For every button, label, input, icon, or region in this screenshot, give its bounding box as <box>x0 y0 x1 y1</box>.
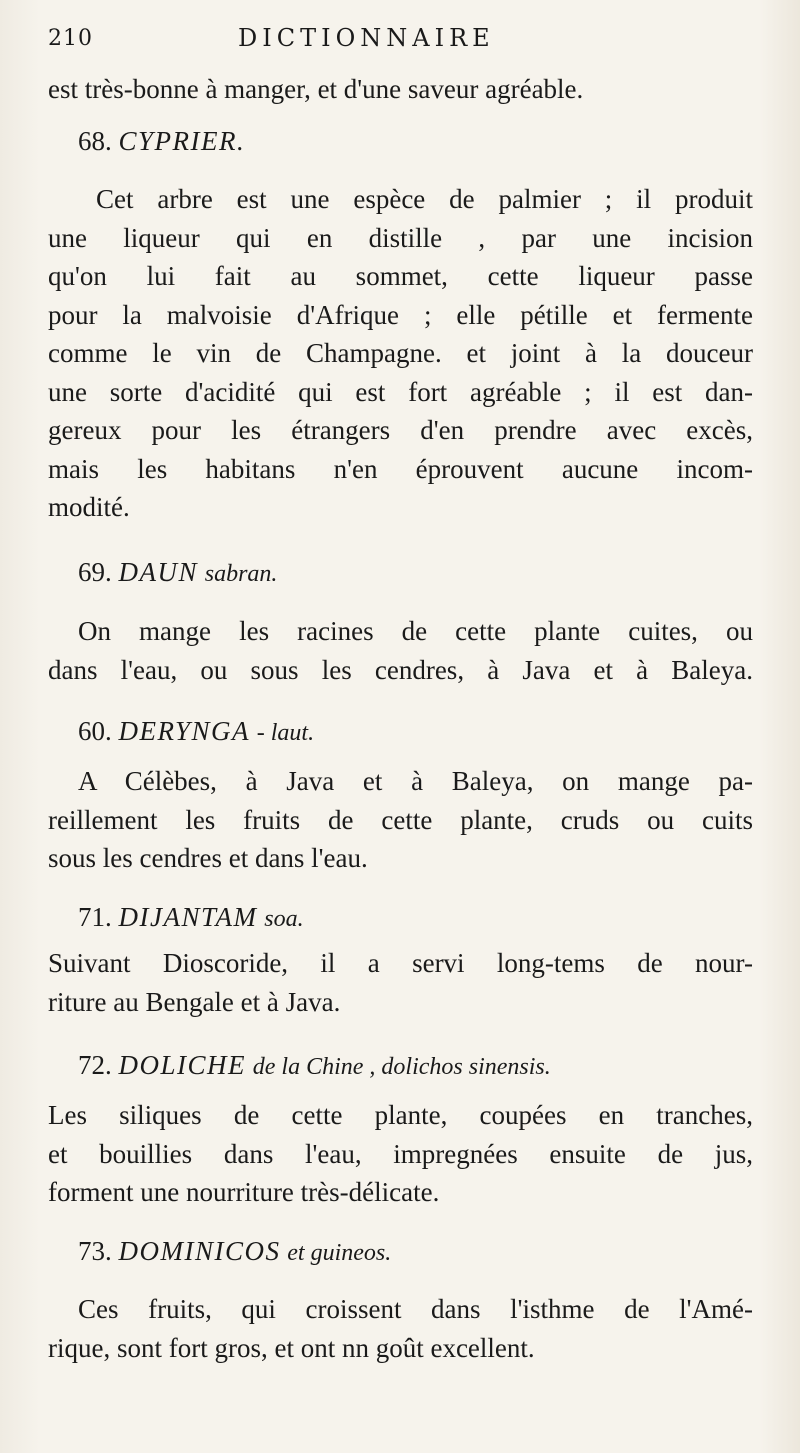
entry-number: 69. <box>78 557 112 587</box>
body-line: Ces fruits, qui croissent dans l'isthme de l'Amé- <box>78 1294 753 1324</box>
entry-body <box>48 180 753 527</box>
entry-number: 60. <box>78 716 112 746</box>
body-line: forment une nourriture très-délicate. <box>48 1177 440 1207</box>
body-line: dans l'eau, ou sous les cendres, à Java et à Baleya. <box>48 654 753 685</box>
running-header <box>48 22 758 58</box>
entry-subtitle: sabran. <box>204 561 278 587</box>
entry-body <box>48 762 753 878</box>
entry-heading <box>78 122 758 160</box>
carryover-line: est très-bonne à manger, et d'une saveur agréable. <box>48 74 584 104</box>
entry-number: 68. <box>78 126 112 156</box>
entry-number: 71. <box>78 902 112 932</box>
body-line: A Célèbes, à Java et à Baleya, on mange pa- <box>78 766 753 796</box>
entry-heading <box>78 1046 758 1086</box>
body-line: et bouillies dans l'eau, impregnées ensuite de jus, <box>48 1138 753 1169</box>
carryover-text <box>48 70 753 109</box>
body-line: gereux pour les étrangers d'en prendre avec excès, <box>48 415 753 445</box>
entry-heading <box>78 898 758 938</box>
entry-heading <box>78 553 758 593</box>
body-line: rique, sont fort gros, et ont nn goût excellent. <box>48 1332 535 1363</box>
entry-body <box>48 1290 753 1367</box>
body-line: pour la malvoisie d'Afrique ; elle pétille et fermente <box>48 299 753 330</box>
entry-heading <box>78 1232 758 1272</box>
body-line: Cet arbre est une espèce de palmier ; il produit <box>96 184 753 214</box>
entry-term: DOMINICOS <box>118 1236 281 1266</box>
body-line: comme le vin de Champagne. et joint à la douceur <box>48 338 753 368</box>
body-line: mais les habitans n'en éprouvent aucune incom- <box>48 453 753 484</box>
running-title: DICTIONNAIRE <box>238 24 495 52</box>
entry-subtitle: de la Chine , dolichos sinensis. <box>252 1054 551 1080</box>
body-line: On mange les racines de cette plante cuites, ou <box>78 616 753 646</box>
body-line: reillement les fruits de cette plante, cruds ou cuits <box>48 804 753 835</box>
body-line: Suivant Dioscoride, il a servi long-tems de nour- <box>48 948 753 978</box>
entry-subtitle: soa. <box>264 906 304 932</box>
entry-term: CYPRIER. <box>118 126 246 156</box>
entry-body <box>48 944 753 1021</box>
entry-heading <box>78 712 758 752</box>
entry-number: 73. <box>78 1236 112 1266</box>
entry-term: DOLICHE <box>118 1050 247 1080</box>
entry-term: DIJANTAM <box>118 902 258 932</box>
entry-term: DAUN <box>118 557 198 587</box>
body-line: qu'on lui fait au sommet, cette liqueur passe <box>48 261 753 291</box>
entry-body <box>48 612 753 689</box>
body-line: une liqueur qui en distille , par une incision <box>48 222 753 253</box>
body-line: sous les cendres et dans l'eau. <box>48 843 368 873</box>
entry-subtitle: et guineos. <box>287 1240 392 1266</box>
body-line: Les siliques de cette plante, coupées en tranches, <box>48 1100 753 1130</box>
page-number: 210 <box>48 26 93 51</box>
entry-body <box>48 1096 753 1212</box>
body-line: modité. <box>48 492 130 522</box>
body-line: riture au Bengale et à Java. <box>48 986 341 1017</box>
body-line: une sorte d'acidité qui est fort agréable ; il est dan- <box>48 376 753 407</box>
entry-subtitle: - laut. <box>256 720 315 746</box>
entry-number: 72. <box>78 1050 112 1080</box>
entry-term: DERYNGA <box>118 716 251 746</box>
